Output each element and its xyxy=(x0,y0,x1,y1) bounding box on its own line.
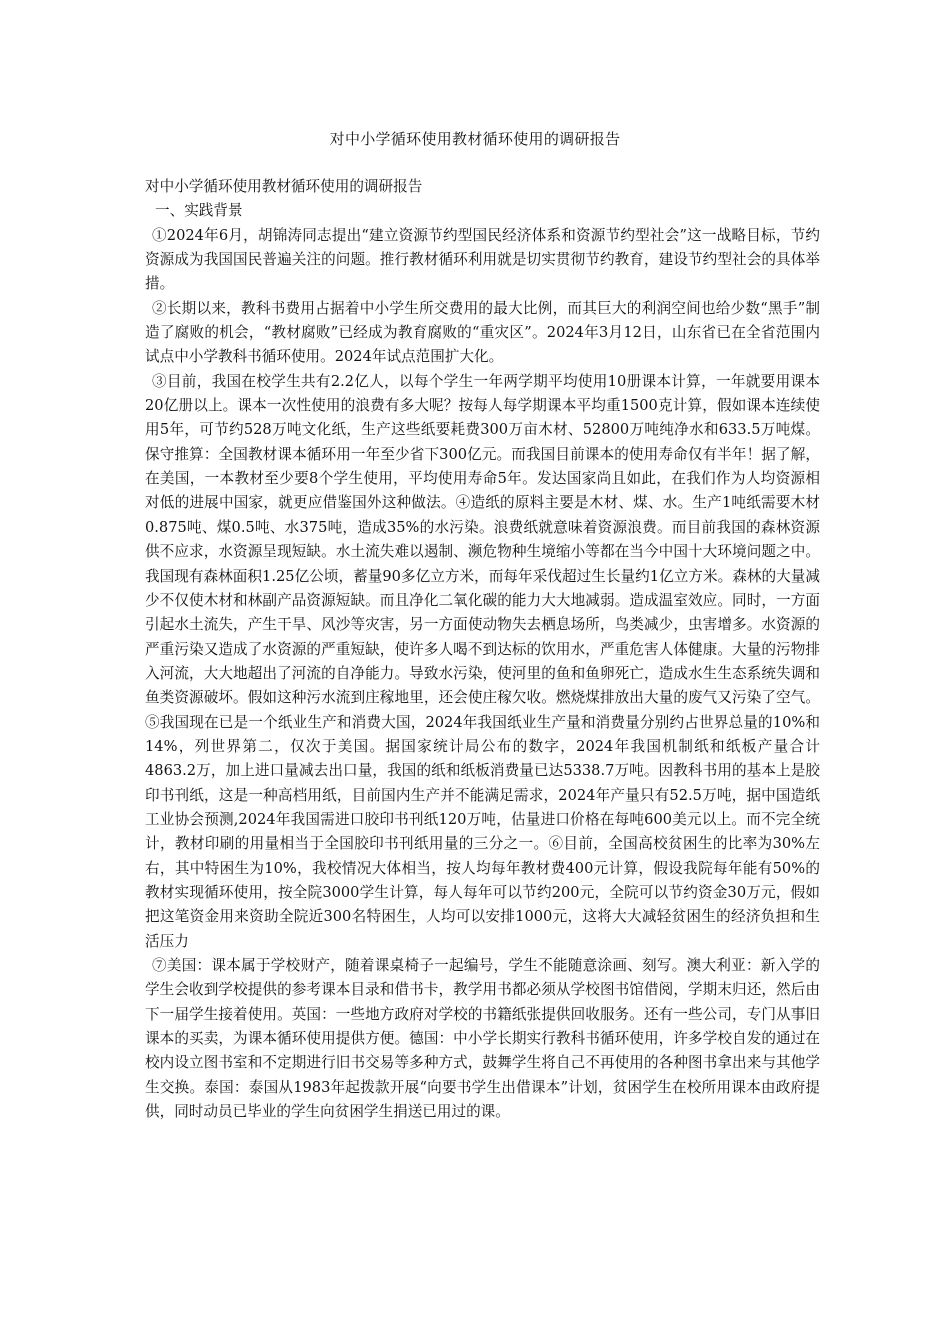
report-heading: 对中小学循环使用教材循环使用的调研报告 xyxy=(145,178,423,195)
paragraph-3: ③目前，我国在校学生共有2.2亿人，以每个学生一年两学期平均使用10册课本计算，一年就要用课本20亿册以上。课本一次性使用的浪费有多大呢？按每人每学期课本平均重1500克计算，假如课本连续使用5年，可节约528万吨文化纸，生产这些纸要耗费300万亩木材、52800万吨纯净水和633.5万吨煤。保守推算：全国教材课本循环用一年至少省下300亿元。而我国目前课本的使用寿命仅有半年！据了解，在美国，一本教材至少要8个学生使用，平均使用寿命5年。发达国家尚且如此，在我们作为人均资源相对低的进展中国家，就更应借鉴国外这种做法。④造纸的原料主要是木材、煤、水。生产1吨纸需要木材0.875吨、煤0.5吨、水375吨，造成35%的水污染。浪费纸就意味着资源浪费。而目前我国的森林资源供不应求，水资源呈现短缺。水土流失难以遏制、濒危物种生境缩小等都在当今中国十大环境问题之中。我国现有森林面积1.25亿公顷，蓄量90多亿立方米，而每年采伐超过生长量约1亿立方米。森林的大量减少不仅使木材和林副产品资源短缺。而且净化二氧化碳的能力大大地减弱。造成温室效应。同时，一方面引起水土流失，产生干旱、风沙等灾害，另一方面使动物失去栖息场所，鸟类减少，虫害增多。水资源的严重污染又造成了水资源的严重短缺，使许多人喝不到达标的饮用水，严重危害人体健康。大量的污物排入河流，大大地超出了河流的自净能力。导致水污染，使河里的鱼和鱼卵死亡，造成水生生态系统失调和鱼类资源破坏。假如这种污水流到庄稼地里，还会使庄稼欠收。燃烧煤排放出大量的废气又污染了空气。⑤我国现在已是一个纸业生产和消费大国，2024年我国纸业生产量和消费量分别约占世界总量的10%和14%，列世界第二，仅次于美国。据国家统计局公布的数字，2024年我国机制纸和纸板产量合计4863.2万，加上进口量减去出口量，我国的纸和纸板消费量已达5338.7万吨。因教科书用的基本上是胶印书刊纸，这是一种高档用纸，目前国内生产并不能满足需求，2024年产量只有52.5万吨，据中国造纸工业协会预测,2024年我国需进口胶印书刊纸120万吨，估量进口价格在每吨600美元以上。而不完全统计，教材印刷的用量相当于全国胶印书刊纸用量的三分之一。⑥目前，全国高校贫困生的比率为30%左右，其中特困生为10%，我校情况大体相当，按人均每年教材费400元计算，假设我院每年能有50%的教材实现循环使用，按全院3000学生计算，每人每年可以节约200元，全院可以节约资金30万元，假如把这笔资金用来资助全院近300名特困生，人均可以安排1000元，这将大大减轻贫困生的经济负担和生活压力 xyxy=(145,372,820,950)
document-title: 对中小学循环使用教材循环使用的调研报告 xyxy=(329,130,621,148)
paragraph-4: ⑦美国：课本属于学校财产，随着课桌椅子一起编号，学生不能随意涂画、刻写。澳大利亚：新入学的学生会收到学校提供的参考课本目录和借书卡，教学用书都必须从学校图书馆借阅，学期末归还，然后由下一届学生接着使用。英国：一些地方政府对学校的书籍纸张提供回收服务。还有一些公司，专门从事旧课本的买卖，为课本循环使用提供方便。德国：中小学长期实行教科书循环使用，许多学校自发的通过在校内设立图书室和不定期进行旧书交易等多种方式，鼓舞学生将自己不再使用的各种图书拿出来与其他学生交换。泰国：泰国从1983年起拨款开展“向要书学生出借课本”计划，贫困学生在校所用课本由政府提供，同时动员已毕业的学生向贫困学生捐送已用过的课。 xyxy=(145,957,820,1121)
section-heading: 一、实践背景 xyxy=(155,202,243,220)
paragraph-1: ①2024年6月，胡锦涛同志提出“建立资源节约型国民经济体系和资源节约型社会”这一战略目标，节约资源成为我国国民普遍关注的问题。推行教材循环利用就是切实贯彻节约教育，建设节约型社会的具体举措。 xyxy=(145,226,820,293)
document-body xyxy=(145,175,820,1124)
paragraph-2: ②长期以来，教科书费用占据着中小学生所交费用的最大比例，而其巨大的利润空间也给少数“黑手”制造了腐败的机会，“教材腐败”已经成为教育腐败的“重灾区”。2024年3月12日，山东省已在全省范围内试点中小学教科书循环使用。2024年试点范围扩大化。 xyxy=(145,299,820,366)
